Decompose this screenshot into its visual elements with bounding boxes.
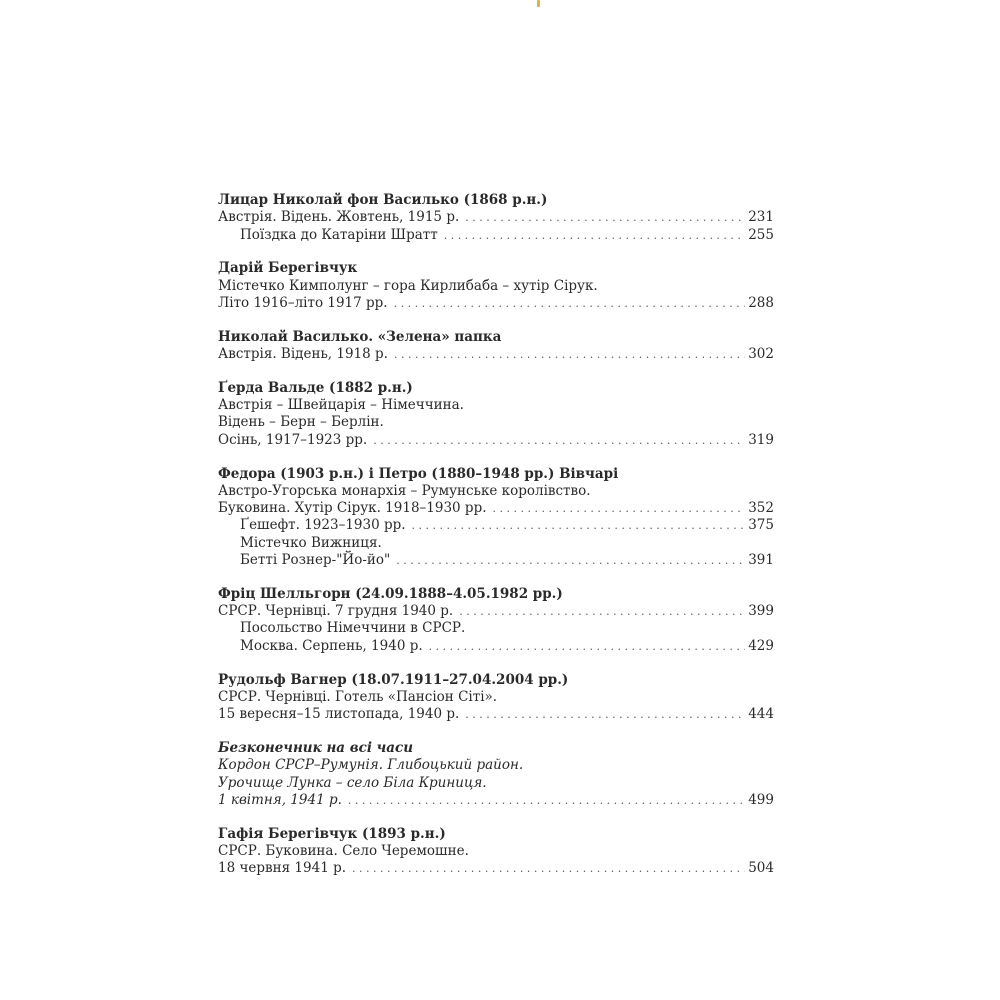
toc-entry-text: 1 квітня, 1941 р. — [218, 791, 342, 808]
toc-section — [218, 466, 774, 570]
toc-section-heading: Федора (1903 р.н.) і Петро (1880–1948 рр.) Вівчарі — [218, 465, 619, 482]
toc-entry-text: Австрія – Швейцарія – Німеччина. — [218, 397, 464, 414]
toc-section — [218, 586, 774, 655]
toc-entry-text: Поїздка до Катаріни Шратт — [240, 226, 438, 243]
dot-leader — [429, 638, 746, 655]
toc-section-heading: Фріц Шелльгорн (24.09.1888–4.05.1982 рр.) — [218, 585, 563, 602]
toc-page-number: 319 — [748, 431, 774, 448]
toc-section — [218, 192, 774, 244]
toc-entry-text: Відень – Берн – Берлін. — [218, 414, 384, 431]
toc-section-heading: Ґерда Вальде (1882 р.н.) — [218, 379, 413, 396]
toc-entry-text: Осінь, 1917–1923 рр. — [218, 431, 368, 448]
dot-leader — [412, 517, 746, 534]
dot-leader — [459, 603, 745, 620]
dot-leader — [465, 706, 745, 723]
dot-leader — [396, 552, 745, 569]
toc-section — [218, 826, 774, 878]
dot-leader — [465, 209, 745, 226]
toc-entry — [218, 603, 774, 620]
toc-entry — [218, 500, 774, 517]
toc-section — [218, 380, 774, 449]
toc-entry-text: Ґешефт. 1923–1930 рр. — [240, 517, 406, 534]
toc-entry-text: Буковина. Хутір Сірук. 1918–1930 рр. — [218, 500, 487, 517]
toc-entry — [218, 775, 774, 792]
toc-entry-text: Австрія. Відень, 1918 р. — [218, 346, 388, 363]
toc-entry — [218, 432, 774, 449]
toc-page-number: 429 — [748, 637, 774, 654]
toc-section-heading: Безконечник на всі часи — [218, 739, 414, 756]
toc-section-heading: Николай Василько. «Зелена» папка — [218, 328, 502, 345]
toc-page-number: 391 — [748, 552, 774, 569]
toc-entry — [218, 397, 774, 414]
page-edge-mark — [537, 0, 540, 7]
toc-entry — [218, 757, 774, 774]
toc-section — [218, 740, 774, 809]
toc-entry — [218, 517, 774, 534]
toc-entry-text: Москва. Серпень, 1940 р. — [240, 637, 423, 654]
toc-page-number: 499 — [748, 791, 774, 808]
toc-entry — [218, 843, 774, 860]
toc-entry — [218, 638, 774, 655]
toc-entry — [218, 620, 774, 637]
toc-entry — [218, 346, 774, 363]
toc-entry — [218, 227, 774, 244]
toc-entry — [218, 706, 774, 723]
toc-page-number: 288 — [748, 294, 774, 311]
toc-page-number: 375 — [748, 517, 774, 534]
toc-entry — [218, 689, 774, 706]
toc-entry-text: 18 червня 1941 р. — [218, 860, 347, 877]
dot-leader — [394, 295, 746, 312]
toc-page-number: 399 — [748, 603, 774, 620]
toc-entry-text: Літо 1916–літо 1917 рр. — [218, 294, 388, 311]
toc-page-number: 504 — [748, 860, 774, 877]
toc-section-heading: Лицар Николай фон Василько (1868 р.н.) — [218, 192, 548, 208]
toc-entry — [218, 535, 774, 552]
toc-entry — [218, 860, 774, 877]
toc-page-number: 255 — [748, 226, 774, 243]
toc-entry-text: СРСР. Чернівці. 7 грудня 1940 р. — [218, 603, 454, 620]
dot-leader — [373, 432, 745, 449]
toc-entry-text: Кордон СРСР–Румунія. Глибоцький район. — [218, 757, 524, 774]
toc-entry-text: Урочище Лунка – село Біла Криниця. — [218, 774, 487, 791]
toc-entry-text: 15 вересня–15 листопада, 1940 р. — [218, 706, 460, 723]
toc-section — [218, 672, 774, 724]
dot-leader — [493, 500, 746, 517]
toc-entry-text: СРСР. Чернівці. Готель «Пансіон Сіті». — [218, 688, 498, 705]
dot-leader — [444, 227, 746, 244]
toc-entry-text: Містечко Вижниця. — [240, 534, 382, 551]
toc-entry-text: СРСР. Буковина. Село Черемошне. — [218, 842, 469, 859]
toc-section-heading: Гафія Берегівчук (1893 р.н.) — [218, 825, 446, 842]
toc-entry-text: Австрія. Відень. Жовтень, 1915 р. — [218, 209, 460, 226]
table-of-contents — [218, 192, 774, 894]
toc-page-number: 302 — [748, 346, 774, 363]
toc-entry — [218, 278, 774, 295]
toc-page-number: 231 — [748, 209, 774, 226]
toc-section — [218, 260, 774, 312]
toc-entry-text: Бетті Рознер-"Йо-йо" — [240, 552, 391, 569]
toc-entry — [218, 483, 774, 500]
dot-leader — [348, 792, 745, 809]
toc-entry — [218, 792, 774, 809]
toc-page-number: 352 — [748, 500, 774, 517]
toc-section — [218, 329, 774, 364]
toc-entry-text: Містечко Кимполунг – гора Кирлибаба – хутір Сірук. — [218, 277, 598, 294]
toc-section-heading: Дарій Берегівчук — [218, 260, 358, 277]
toc-entry — [218, 295, 774, 312]
toc-entry — [218, 414, 774, 431]
toc-entry-text: Австро-Угорська монархія – Румунське королівство. — [218, 482, 591, 499]
dot-leader — [352, 860, 745, 877]
toc-entry — [218, 209, 774, 226]
toc-entry — [218, 552, 774, 569]
toc-page-number: 444 — [748, 706, 774, 723]
dot-leader — [394, 346, 745, 363]
toc-section-heading: Рудольф Вагнер (18.07.1911–27.04.2004 рр.) — [218, 671, 569, 688]
toc-entry-text: Посольство Німеччини в СРСР. — [240, 620, 466, 637]
